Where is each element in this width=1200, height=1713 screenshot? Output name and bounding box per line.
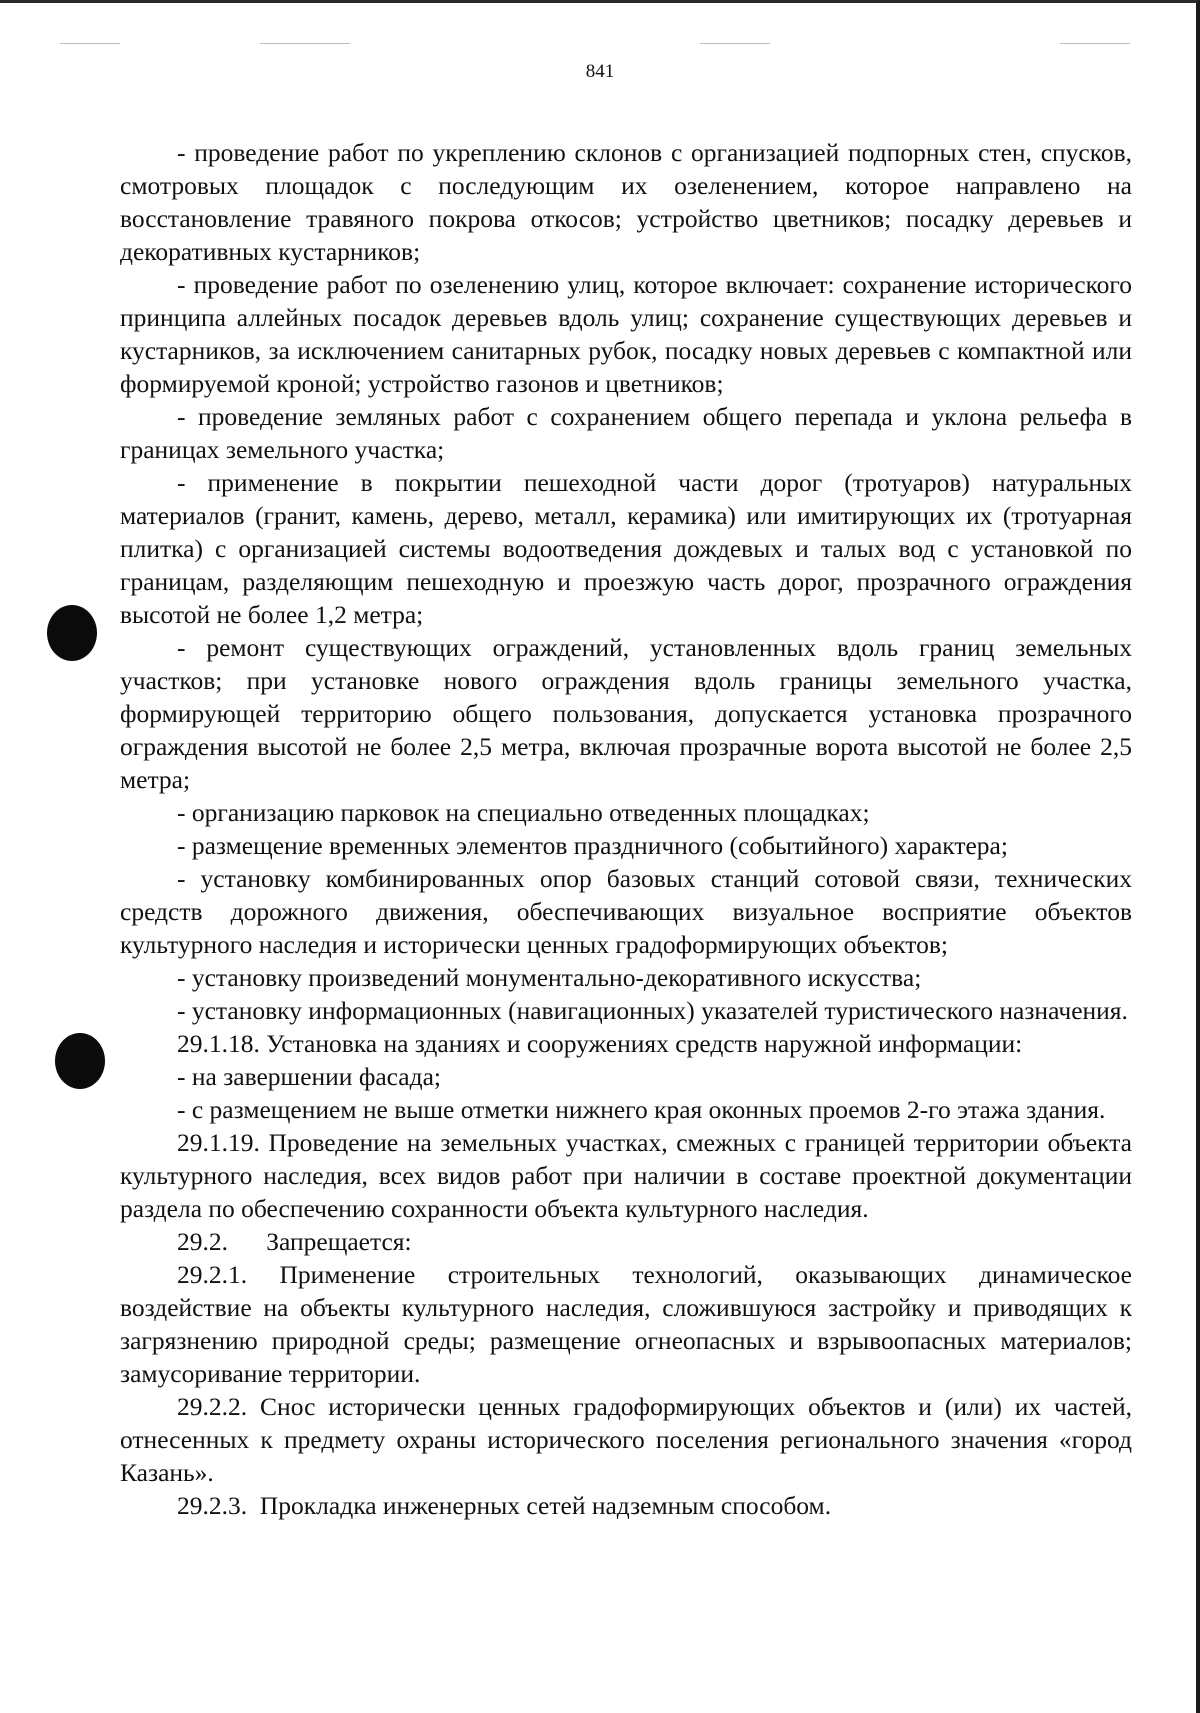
punch-hole-top — [47, 605, 97, 661]
paragraph: 29.1.18. Установка на зданиях и сооружениях средств наружной информации: — [177, 1029, 1023, 1058]
paragraph: - установку комбинированных опор базовых станций сотовой связи, технических средств дорожного движения, обеспечивающих визуальное восприятие объектов культурного наследия и исторически ценных градоформирующих объектов; — [120, 864, 1132, 959]
paragraph: 29.2.1. Применение строительных технологий, оказывающих динамическое воздействие на объекты культурного наследия, сложившуюся застройку и приводящих к загрязнению природной среды; размещение огнеопасных и взрывоопасных материалов; замусоривание территории. — [120, 1260, 1132, 1388]
paragraph: - с размещением не выше отметки нижнего края оконных проемов 2-го этажа здания. — [177, 1095, 1106, 1124]
page-number: 841 — [585, 61, 615, 82]
paragraph: - размещение временных элементов праздничного (событийного) характера; — [177, 831, 1008, 860]
paragraph: - проведение работ по укреплению склонов с организацией подпорных стен, спусков, смотровых площадок с последующим их озеленением, которое направлено на восстановление травяного покрова откосов; устройство цветников; посадку деревьев и декоративных кустарников; — [120, 138, 1132, 266]
paragraph: - проведение работ по озеленению улиц, которое включает: сохранение исторического принципа аллейных посадок деревьев вдоль улиц; сохранение существующих деревьев и кустарников, за исключением санитарных рубок, посадку новых деревьев с компактной или формируемой кроной; устройство газонов и цветников; — [120, 270, 1132, 398]
paragraph: - ремонт существующих ограждений, установленных вдоль границ земельных участков; при установке нового ограждения вдоль границы земельного участка, формирующей территорию общего пользования, допускается установка прозрачного ограждения высотой не более 2,5 метра, включая прозрачные ворота высотой не более 2,5 метра; — [120, 633, 1132, 794]
paragraph: - проведение земляных работ с сохранением общего перепада и уклона рельефа в границах земельного участка; — [120, 402, 1132, 464]
scan-artifact — [60, 43, 120, 44]
paragraph: - на завершении фасада; — [177, 1062, 441, 1091]
paragraph: 29.2. Запрещается: — [177, 1227, 412, 1256]
paragraph: - применение в покрытии пешеходной части дорог (тротуаров) натуральных материалов (гранит, камень, дерево, металл, керамика) или имитирующих их (тротуарная плитка) с организацией системы водоотведения дождевых и талых вод с установкой по границам, разделяющим пешеходную и проезжую часть дорог, прозрачного ограждения высотой не более 1,2 метра; — [120, 468, 1132, 629]
paragraph: - организацию парковок на специально отведенных площадках; — [177, 798, 870, 827]
paragraph: 29.1.19. Проведение на земельных участках, смежных с границей территории объекта культурного наследия, всех видов работ при наличии в составе проектной документации раздела по обеспечению сохранности объекта культурного наследия. — [120, 1128, 1132, 1223]
scan-artifact — [260, 43, 350, 44]
punch-hole-bottom — [55, 1033, 105, 1089]
paragraph: - установку произведений монументально-декоративного искусства; — [177, 963, 922, 992]
scan-artifact — [1060, 43, 1130, 44]
paragraph: 29.2.2. Снос исторически ценных градоформирующих объектов и (или) их частей, отнесенных к предмету охраны исторического поселения регионального значения «город Казань». — [120, 1392, 1132, 1487]
scan-artifact — [700, 43, 770, 44]
paragraph: 29.2.3. Прокладка инженерных сетей надземным способом. — [177, 1491, 832, 1520]
paragraph: - установку информационных (навигационных) указателей туристического назначения. — [177, 996, 1128, 1025]
document-body — [120, 136, 1132, 1522]
